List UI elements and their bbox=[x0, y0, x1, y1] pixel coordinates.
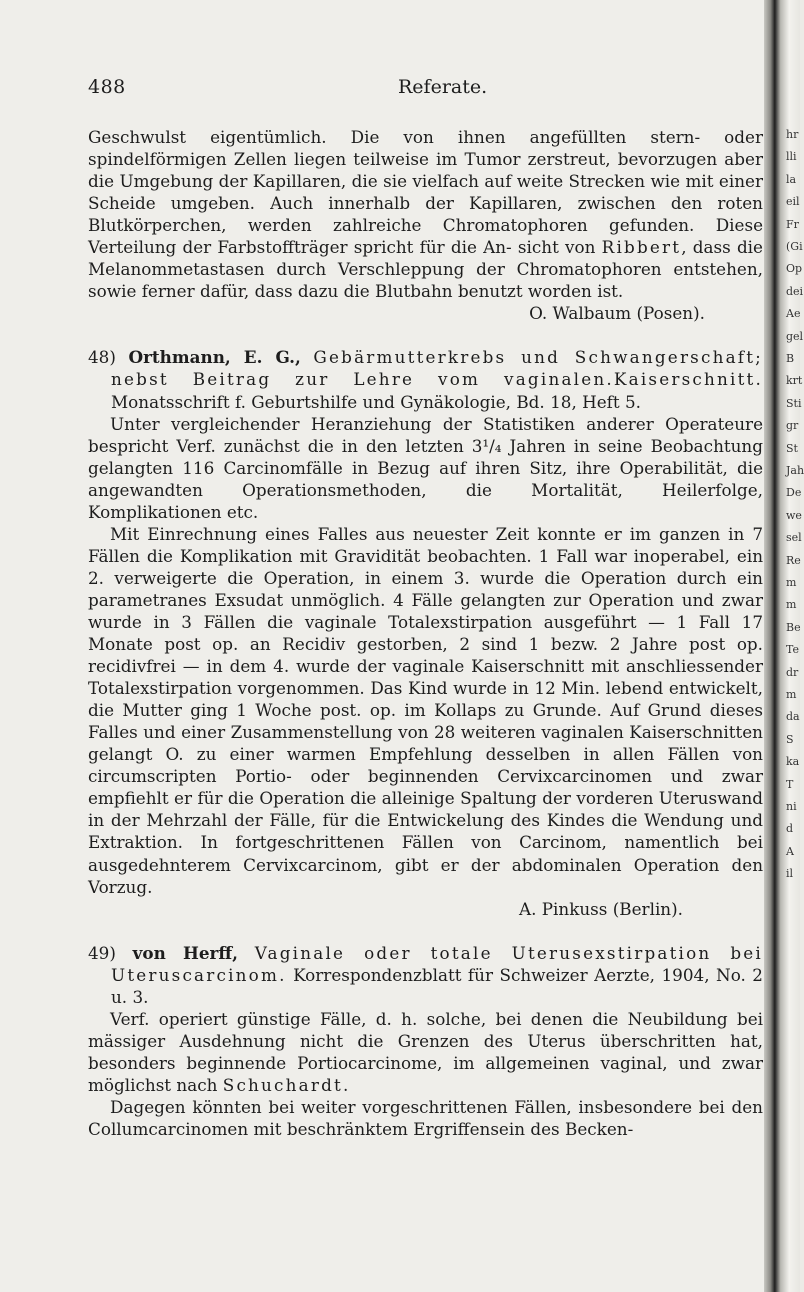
reviewer-signature-1: O. Walbaum (Posen). bbox=[529, 303, 705, 324]
gutter-fragment: De bbox=[786, 486, 802, 500]
continued-text: Geschwulst eigentümlich. Die von ihnen angefüllten stern- oder spindelförmigen Zellen liegen teilweise im Tumor zerstreut, bevorzugen aber die Umgebung der Kapillaren, die sie vielfach auf weite Strecken wie mit einer Scheide umgeben. Auch innerhalb der Kapillaren, zwischen den roten Blutkörperchen, werden zahlreiche Chromatophoren gefunden. Diese Verteilung der Farbstoffträger spricht für die An- bbox=[88, 127, 763, 258]
continued-text-2: sicht von bbox=[517, 237, 602, 258]
entry-49-text: Verf. operiert günstige Fälle, d. h. solche, bei denen die Neubildung bei mässiger Ausdehnung nicht die Grenzen des Uterus überschritten hat, besonders beginnende Portiocarcinome, im allgemeinen vaginal, und zwar möglichst nach bbox=[88, 1008, 763, 1095]
gutter-fragment: gel bbox=[786, 329, 804, 343]
page-number: 488 bbox=[88, 76, 126, 98]
gutter-fragment: eil bbox=[786, 195, 800, 209]
gutter-fragment: we bbox=[786, 508, 802, 522]
gutter-fragment: ni bbox=[786, 800, 797, 813]
gutter-fragment: da bbox=[786, 710, 800, 724]
gutter-fragment: Sti bbox=[786, 396, 802, 410]
gutter-fragment: Te bbox=[786, 643, 799, 657]
page-body bbox=[88, 126, 763, 1140]
entry-48 bbox=[88, 346, 763, 919]
entry-title: Gebärmutterkrebs und Schwangerschaft; nebst Beitrag zur Lehre vom vaginalen.Kaiserschnitt. bbox=[111, 347, 763, 390]
entry-author: Orthmann, E. G., bbox=[128, 347, 301, 368]
entry-48-heading bbox=[88, 346, 763, 412]
gutter-fragment: (Gi bbox=[786, 240, 803, 253]
entry-number: 49) bbox=[88, 942, 116, 963]
gutter-fragment: Jah bbox=[786, 464, 804, 477]
gutter-fragment: gr bbox=[786, 419, 799, 433]
gutter-fragment: m bbox=[786, 598, 797, 612]
gutter-fragment: lli bbox=[786, 150, 797, 164]
gutter-fragment: d bbox=[786, 822, 794, 836]
gutter-fragment: la bbox=[786, 172, 797, 186]
gutter-fragment: Ae bbox=[786, 307, 801, 321]
gutter-fragment: T bbox=[786, 777, 794, 791]
entry-source: Korrespondenzblatt für Schweizer Aerzte, 1904, No. 2 u. 3. bbox=[111, 964, 763, 1007]
gutter-fragment: A bbox=[786, 844, 794, 858]
page-gutter bbox=[764, 0, 804, 1292]
gutter-fragment: sel bbox=[786, 531, 802, 545]
gutter-fragment: dei bbox=[786, 284, 804, 298]
gutter-fragment: S bbox=[786, 732, 794, 746]
entry-49-para-2: Dagegen könnten bei weiter vorgeschrittenen Fällen, insbesondere bei den Collumcarcinomen mit beschränktem Ergriffensein des Becken- bbox=[88, 1096, 763, 1140]
entry-49 bbox=[88, 942, 763, 1140]
entry-49-heading bbox=[88, 942, 763, 1008]
cited-name: Schuchardt bbox=[222, 1074, 343, 1095]
gutter-fragment: m bbox=[786, 576, 797, 589]
gutter-fragment: B bbox=[786, 352, 795, 365]
entry-49-text-end: . bbox=[342, 1074, 349, 1095]
page-header bbox=[88, 76, 708, 104]
gutter-fragment: Re bbox=[786, 553, 801, 567]
reviewer-signature-2: A. Pinkuss (Berlin). bbox=[518, 898, 683, 919]
gutter-fragment: St bbox=[786, 441, 798, 455]
gutter-fragment: hr bbox=[786, 128, 799, 141]
entry-48-para-2: Mit Einrechnung eines Falles aus neuester Zeit konnte er im ganzen in 7 Fällen die Komplikation mit Gravidität beobachten. 1 Fall war inoperabel, ein 2. verweigerte die Operation, in einem 3. wurde die Operation durch ein parametranes Exsudat unmöglich. 4 Fälle gelangten zur Operation und zwar wurde in 3 Fällen die vaginale Totalexstirpation ausgeführt — 1 Fall 17 Monate post op. an Recidiv gestorben, 2 sind 1 bezw. 2 Jahre post op. recidivfrei — in dem 4. wurde der vaginale Kaiserschnitt mit anschliessender Totalexstirpation vorgenommen. Das Kind wurde in 12 Min. lebend entwickelt, die Mutter ging 1 Woche post. op. im Kollaps zu Grunde. Auf Grund dieses Falles und einer Zusammenstellung von 28 weiteren vaginalen Kaiserschnitten gelangt O. zu einer warmen Empfehlung desselben in allen Fällen von circumscripten Portio- oder beginnenden Cervixcarcinomen und zwar empfiehlt er für die Operation die alleinige Spaltung der vorderen Uteruswand in der Mehrzahl der Fälle, für die Entwickelung des Kindes die Wendung und Extraktion. In fortgeschrittenen Fällen von Carcinom, namentlich bei ausgedehnterem Cervixcarcinom, gibt er der abdominalen Operation den Vorzug. bbox=[88, 523, 763, 897]
gutter-fragment: m bbox=[786, 688, 797, 701]
entry-author: von Herff, bbox=[132, 942, 239, 963]
continued-text-3: , dass die Melanommetastasen durch Verschleppung der Chromatophoren entstehen, sowie ferner dafür, dass dazu die Blutbahn benutzt worden ist. bbox=[88, 237, 763, 302]
gutter-fragment: Fr bbox=[786, 217, 799, 231]
gutter-fragment: Op bbox=[786, 262, 803, 276]
gutter-fragment: dr bbox=[786, 665, 799, 679]
gutter-fragment: ka bbox=[786, 755, 800, 769]
entry-source: Monatsschrift f. Geburtshilfe und Gynäkologie, Bd. 18, Heft 5. bbox=[111, 391, 641, 412]
entry-number: 48) bbox=[88, 347, 116, 368]
gutter-fragment: Be bbox=[786, 620, 801, 634]
gutter-fragment: krt bbox=[786, 374, 803, 388]
gutter-fragment: il bbox=[786, 867, 794, 881]
running-title: Referate. bbox=[398, 76, 488, 98]
entry-title: Vaginale oder totale Uterusexstirpation bei Uteruscarcinom. bbox=[111, 942, 763, 985]
entry-48-para-1: Unter vergleichender Heranziehung der Statistiken anderer Operateure bespricht Verf. zunächst die in den letzten 3¹/₄ Jahren in seine Beobachtung gelangten 116 Carcinomfälle in Bezug auf ihren Sitz, ihre Operabilität, die angewandten Operationsmethoden, die Mortalität, Heilerfolge, Komplikationen etc. bbox=[88, 413, 763, 522]
continued-paragraph bbox=[88, 126, 763, 302]
cited-name: Ribbert bbox=[601, 237, 682, 258]
entry-49-para-1 bbox=[88, 1008, 763, 1096]
